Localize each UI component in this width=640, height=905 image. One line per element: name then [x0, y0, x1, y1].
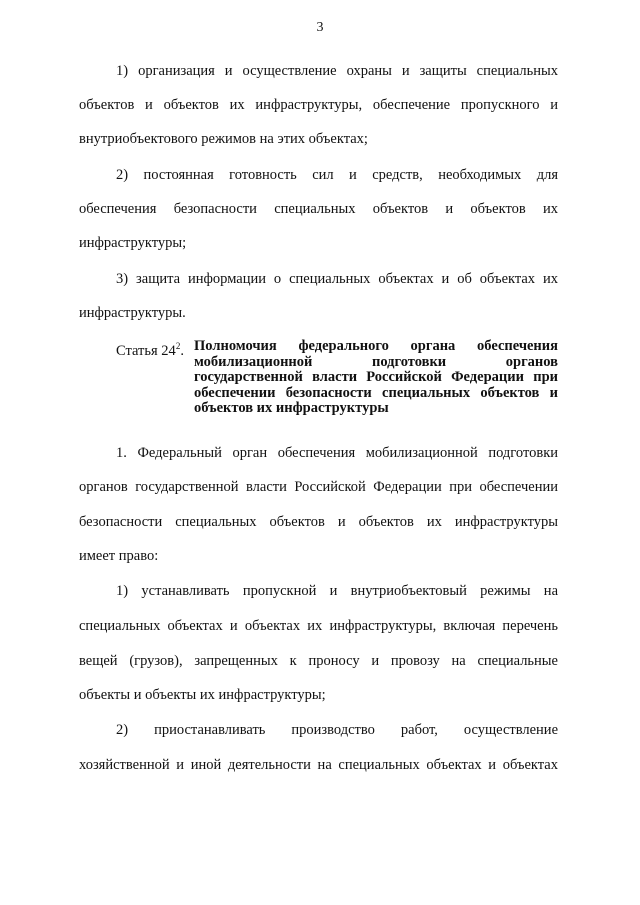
- article-title-line: Полномочия федерального органа обеспечения: [194, 338, 558, 354]
- list-item-1-line-2: объектов и объектов их инфраструктуры, обеспечение пропускного и: [79, 97, 558, 113]
- list-item-b1-line-4: объекты и объекты их инфраструктуры;: [79, 687, 326, 703]
- list-item-2-line-2: обеспечения безопасности специальных объектов и объектов их: [79, 201, 558, 217]
- article-title-line: государственной власти Российской Федерации при: [194, 369, 558, 385]
- paragraph-1-line-2: органов государственной власти Российской Федерации при обеспечении: [79, 479, 558, 495]
- article-title: [194, 339, 558, 417]
- list-item-1-line-1: [116, 62, 558, 80]
- list-item-b2-line-2: хозяйственной и иной деятельности на специальных объектах и объектах: [79, 757, 558, 773]
- list-item-b1-line-2: специальных объектах и объектах их инфраструктуры, включая перечень: [79, 618, 558, 634]
- list-item-1-line-3: внутриобъектового режимов на этих объектах;: [79, 131, 368, 147]
- list-item-b1-line-3: вещей (грузов), запрещенных к проносу и провозу на специальные: [79, 653, 558, 669]
- article-label-superscript: 2: [175, 341, 181, 351]
- page-number: 3: [316, 20, 324, 35]
- article-title-line: объектов их инфраструктуры: [194, 400, 389, 416]
- list-item-2-line-1: [116, 166, 558, 184]
- list-item-text: постоянная готовность сил и средств, необходимых для: [143, 167, 559, 183]
- list-item-3-line-2: инфраструктуры.: [79, 305, 186, 321]
- list-item-number: 3): [116, 271, 129, 287]
- paragraph-1-line-4: имеет право:: [79, 548, 159, 564]
- list-item-number: 1): [116, 63, 129, 79]
- list-item-number: 1): [116, 583, 129, 599]
- list-item-3-line-1: [116, 270, 558, 288]
- article-title-line: обеспечении безопасности специальных объектов и: [194, 384, 558, 401]
- list-item-text: устанавливать пропускной и внутриобъектовый режимы на: [141, 583, 559, 599]
- paragraph-1-line-1: 1. Федеральный орган обеспечения мобилизационной подготовки: [116, 445, 558, 461]
- list-item-b2-line-1: [116, 721, 558, 739]
- article-title-line: мобилизационной подготовки органов: [194, 353, 558, 370]
- article-label: Статья $24^2$.: [116, 341, 184, 359]
- paragraph-1-line-3: безопасности специальных объектов и объектов их инфраструктуры: [79, 514, 558, 530]
- list-item-text: организация и осуществление охраны и защиты специальных: [138, 63, 559, 79]
- list-item-b1-line-1: [116, 582, 558, 600]
- list-item-2-line-3: инфраструктуры;: [79, 235, 187, 251]
- list-item-number: 2): [116, 722, 129, 738]
- list-item-text: приостанавливать производство работ, осуществление: [154, 722, 559, 738]
- list-item-number: 2): [116, 167, 129, 183]
- list-item-text: защита информации о специальных объектах и об объектах их: [136, 271, 558, 287]
